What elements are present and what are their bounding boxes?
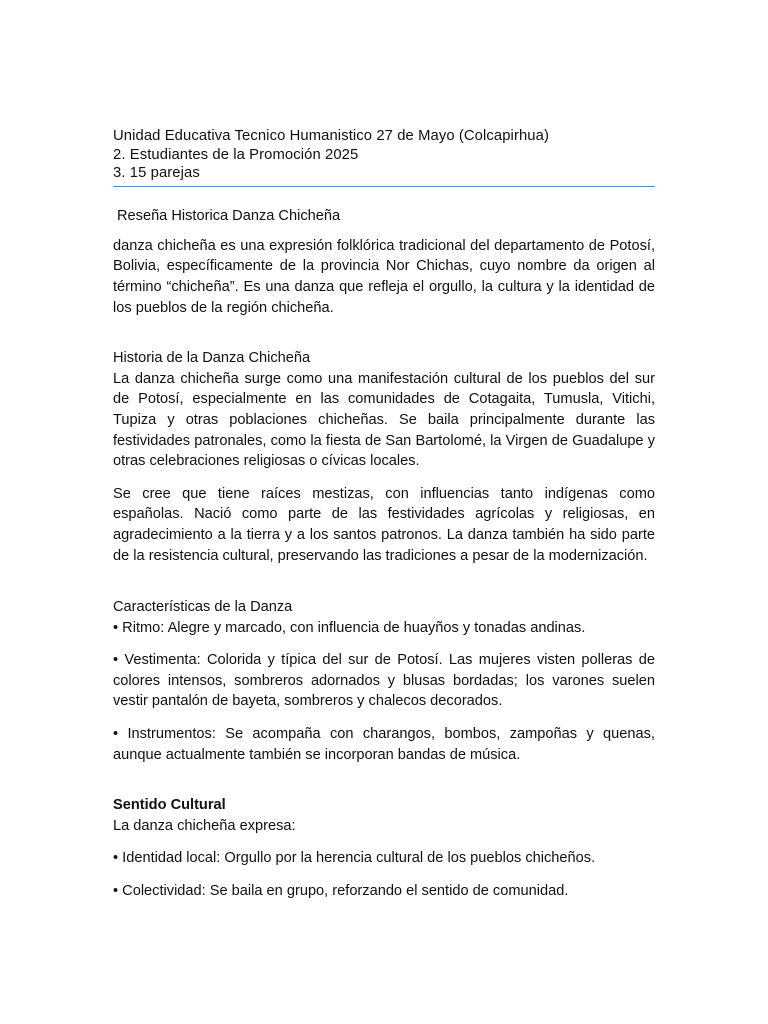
header-divider [113,186,655,187]
sentido-heading: Sentido Cultural [113,797,226,814]
bullet-instrumentos: • Instrumentos: Se acompaña con charangos, bombos, zampoñas y quenas, aunque actualmente también se incorporan bandas de música. [113,726,655,763]
intro-paragraph: danza chicheña es una expresión folklórica tradicional del departamento de Potosí, Bolivia, específicamente de la provincia Nor Chichas, cuyo nombre da origen al término “chicheña”. Es una danza que refleja el orgullo, la cultura y la identidad de los pueblos de la región chicheña. [113,237,655,316]
document-page [113,127,655,902]
school-name: Unidad Educativa Tecnico Humanistico 27 de Mayo (Colcapirhua) [113,128,549,144]
historia-heading: Historia de la Danza Chicheña [113,350,311,367]
promotion-line: 2. Estudiantes de la Promoción 2025 [113,146,359,163]
document-title: Reseña Historica Danza Chicheña [117,207,341,224]
bullet-identidad: • Identidad local: Orgullo por la herencia cultural de los pueblos chicheños. [113,850,596,867]
historia-paragraph-1: La danza chicheña surge como una manifestación cultural de los pueblos del sur de Potosí, especialmente en las comunidades de Cotagaita, Tumusla, Vitichi, Tupiza y otras poblaciones chicheñas. Se baila principalmente durante las festividades patronales, como la fiesta de San Bartolomé, la Virgen de Guadalupe y otras celebraciones religiosas o cívicas locales. [113,370,655,470]
bullet-ritmo: • Ritmo: Alegre y marcado, con influencia de huayños y tonadas andinas. [113,619,586,636]
bullet-colectividad: • Colectividad: Se baila en grupo, reforzando el sentido de comunidad. [113,883,569,900]
bullet-vestimenta: • Vestimenta: Colorida y típica del sur de Potosí. Las mujeres visten polleras de colores intensos, sombreros adornados y blusas bordadas; los varones suelen vestir pantalón de bayeta, sombreros y chalecos decorados. [113,652,655,710]
sentido-intro: La danza chicheña expresa: [113,817,296,834]
couples-line: 3. 15 parejas [113,165,200,182]
historia-paragraph-2: Se cree que tiene raíces mestizas, con influencias tanto indígenas como españolas. Nació como parte de las festividades agrícolas y religiosas, en agradecimiento a la tierra y a los santos patronos. La danza también ha sido parte de la resistencia cultural, preservando las tradiciones a pesar de la modernización. [113,485,655,564]
caracteristicas-heading: Características de la Danza [113,599,293,616]
document-header [113,127,655,183]
